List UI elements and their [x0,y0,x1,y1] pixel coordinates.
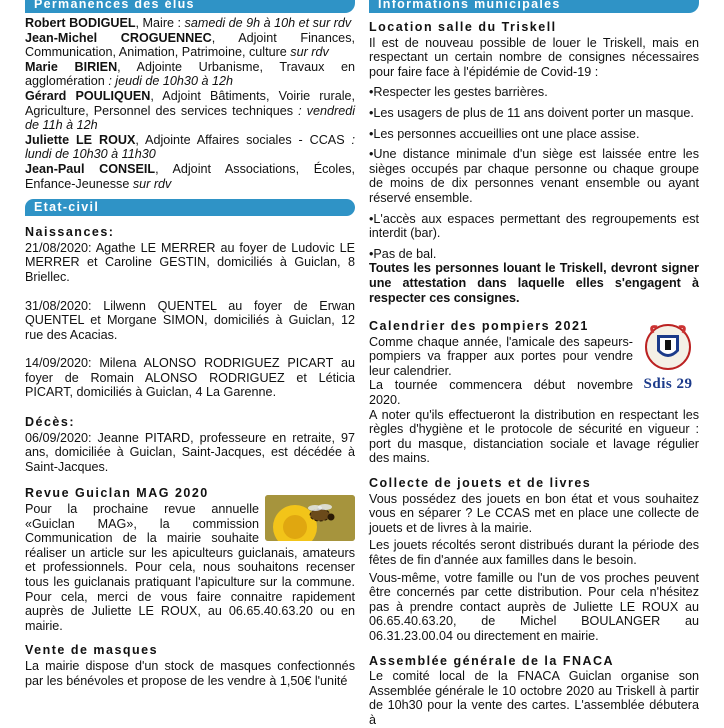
elu-hours: sur rdv [132,176,172,191]
elu-entry [25,133,355,162]
infos-municipales-banner: Informations municipales [369,0,699,13]
pompiers-text-2: La tournée commencera début novembre 2020. [369,378,633,408]
pompiers-text-3: A noter qu'ils effectueront la distribution en respectant les règles d'hygiène et le protocole de sécurité en vigueur : port du masque, distanciation sociale et lavage régulier des mains. [369,407,699,466]
elu-name: Juliette LE ROUX [25,132,136,147]
revue-text: Pour la prochaine revue annuelle «Guiclan MAG», la commission Communication de la mairie souhaite réaliser un article sur les apiculteurs guiclanais, amateurs et professionnels. Pour cela, nous souhaitons recenser tous les guiclanais pratiquant l'apiculture sur la commune. Pour cela, merci de vous faire connaitre rapidement auprès de Juliette LE ROUX, au 06.65.40.63.20 ou en mairie. [25,502,355,633]
bee-photo [265,495,355,541]
elu-name: Marie BIRIEN [25,59,118,74]
elu-role: , Maire : [135,16,185,30]
deces-text: 06/09/2020: Jeanne PITARD, professeure en retraite, 97 ans, domiciliée à Guiclan, Saint-Jacques, est décédée à Saint-Jacques. [25,430,355,474]
collecte-text-2: Les jouets récoltés seront distribués durant la période des fêtes de fin d'année aux familles dans le besoin. [369,538,699,567]
revue-title: Revue Guiclan MAG 2020 [25,486,209,501]
bullet-5: •L'accès aux espaces permettant des regroupements est interdit (bar). [369,211,699,241]
elu-role: , Adjoint Finances, Communication, Animation, Patrimoine, culture [25,30,355,60]
elu-hours: : jeudi de 10h30 à 12h [108,74,233,89]
naissance-3: 14/09/2020: Milena ALONSO RODRIGUEZ PICART au foyer de Romain ALONSO RODRIGUEZ et Léticia PICART, domiciliés à Guiclan, 4 La Garenne. [25,356,355,400]
elu-name: Robert BODIGUEL [25,16,136,30]
sdis-logo [637,321,699,393]
elu-entry [25,60,355,89]
location-intro: Il est de nouveau possible de louer le Triskell, mais en respectant un certain nombre de consignes nécessaires pour faire face à l'épidémie de Covid-19 : [369,35,699,79]
elu-hours: samedi de 9h à 10h et sur rdv [184,16,352,30]
fnaca-text: Le comité local de la FNACA Guiclan organise son Assemblée générale le 10 octobre 2020 au Triskell à partir de 10h30 pour la vente des cartes. L'assemblée débutera à [369,669,699,727]
masques-title: Vente de masques [25,643,159,658]
left-column [25,0,355,688]
deces-title: Décès: [25,415,75,430]
etat-civil-banner: Etat-civil [25,199,355,216]
elu-hours: : lundi de 10h30 à 11h30 [25,132,355,162]
bullet-2: •Les usagers de plus de 11 ans doivent porter un masque. [369,105,694,120]
pompiers-text-1: Comme chaque année, l'amicale des sapeurs-pompiers va frapper aux portes pour vendre leur calendrier. [369,334,633,378]
naissance-2: 31/08/2020: Lilwenn QUENTEL au foyer de Erwan QUENTEL et Morgane SIMON, domiciliés à Guiclan, 12 rue des Acacias. [25,298,355,342]
bee-on-flower-image [265,495,355,541]
elu-hours: : vendredi de 11h à 12h [25,103,355,133]
elu-hours: sur rdv [290,45,329,60]
sdis-emblem-icon [643,321,693,373]
elus-list [25,16,355,191]
elu-name: Jean-Michel CROGUENNEC [25,30,212,45]
elu-role: , Adjoint Associations, Écoles, Enfance-Jeunesse [25,161,355,191]
naissances-title: Naissances: [25,225,115,240]
fnaca-title: Assemblée générale de la FNACA [369,653,615,668]
collecte-text-1: Vous possédez des jouets en bon état et vous souhaitez vous en séparer ? Le CCAS met en place une collecte de jouets et de livres à la mairie. [369,491,699,535]
masques-text: La mairie dispose d'un stock de masques confectionnés par les bénévoles et propose de les vendre à 1,50€ l'unité [25,658,355,688]
elu-role: , Adjointe Urbanisme, Travaux en agglomération [25,59,355,89]
elu-name: Gérard POULIQUEN [25,88,151,103]
location-title: Location salle du Triskell [369,20,557,34]
elu-entry [25,31,355,60]
elu-name: Jean-Paul CONSEIL [25,161,156,176]
elu-role: , Adjoint Bâtiments, Voirie rurale, Agriculture, Personnel des services techniques [25,88,356,118]
collecte-text-3: Vous-même, votre famille ou l'un de vos proches peuvent être concernés par cette distribution. Pour cela n'hésitez pas à prendre contact auprès de Juliette LE ROUX au 06.65.40.63.20, de Michel BOULANGER au 06.31.23.00.04 ou directement en mairie. [369,570,699,643]
bullet-3: •Les personnes accueillies ont une place assise. [369,126,640,141]
elu-entry [25,16,355,31]
bullet-4: •Une distance minimale d'un siège est laissée entre les sièges occupés par chaque personne ou chaque groupe de moins de dix personnes venant ensemble ou ayant réservé ensemble. [369,147,699,205]
right-column [369,0,699,728]
permanences-banner: Permanences des élus [25,0,355,13]
collecte-title: Collecte de jouets et de livres [369,476,592,491]
elu-entry [25,89,355,133]
sdis-label: Sdis 29 [643,376,693,393]
bullet-1: •Respecter les gestes barrières. [369,85,548,100]
elu-entry [25,162,355,191]
elu-role: , Adjointe Affaires sociales - CCAS [135,132,352,147]
bullet-6: •Pas de bal. [369,246,437,261]
pompiers-title: Calendrier des pompiers 2021 [369,319,589,334]
location-bold: Toutes les personnes louant le Triskell, devront signer une attestation dans laquelle elles s'engagent à respecter ces consignes. [369,261,699,305]
naissance-1: 21/08/2020: Agathe LE MERRER au foyer de Ludovic LE MERRER et Caroline GESTIN, domiciliés à Guiclan, 8 Briellec. [25,240,355,284]
